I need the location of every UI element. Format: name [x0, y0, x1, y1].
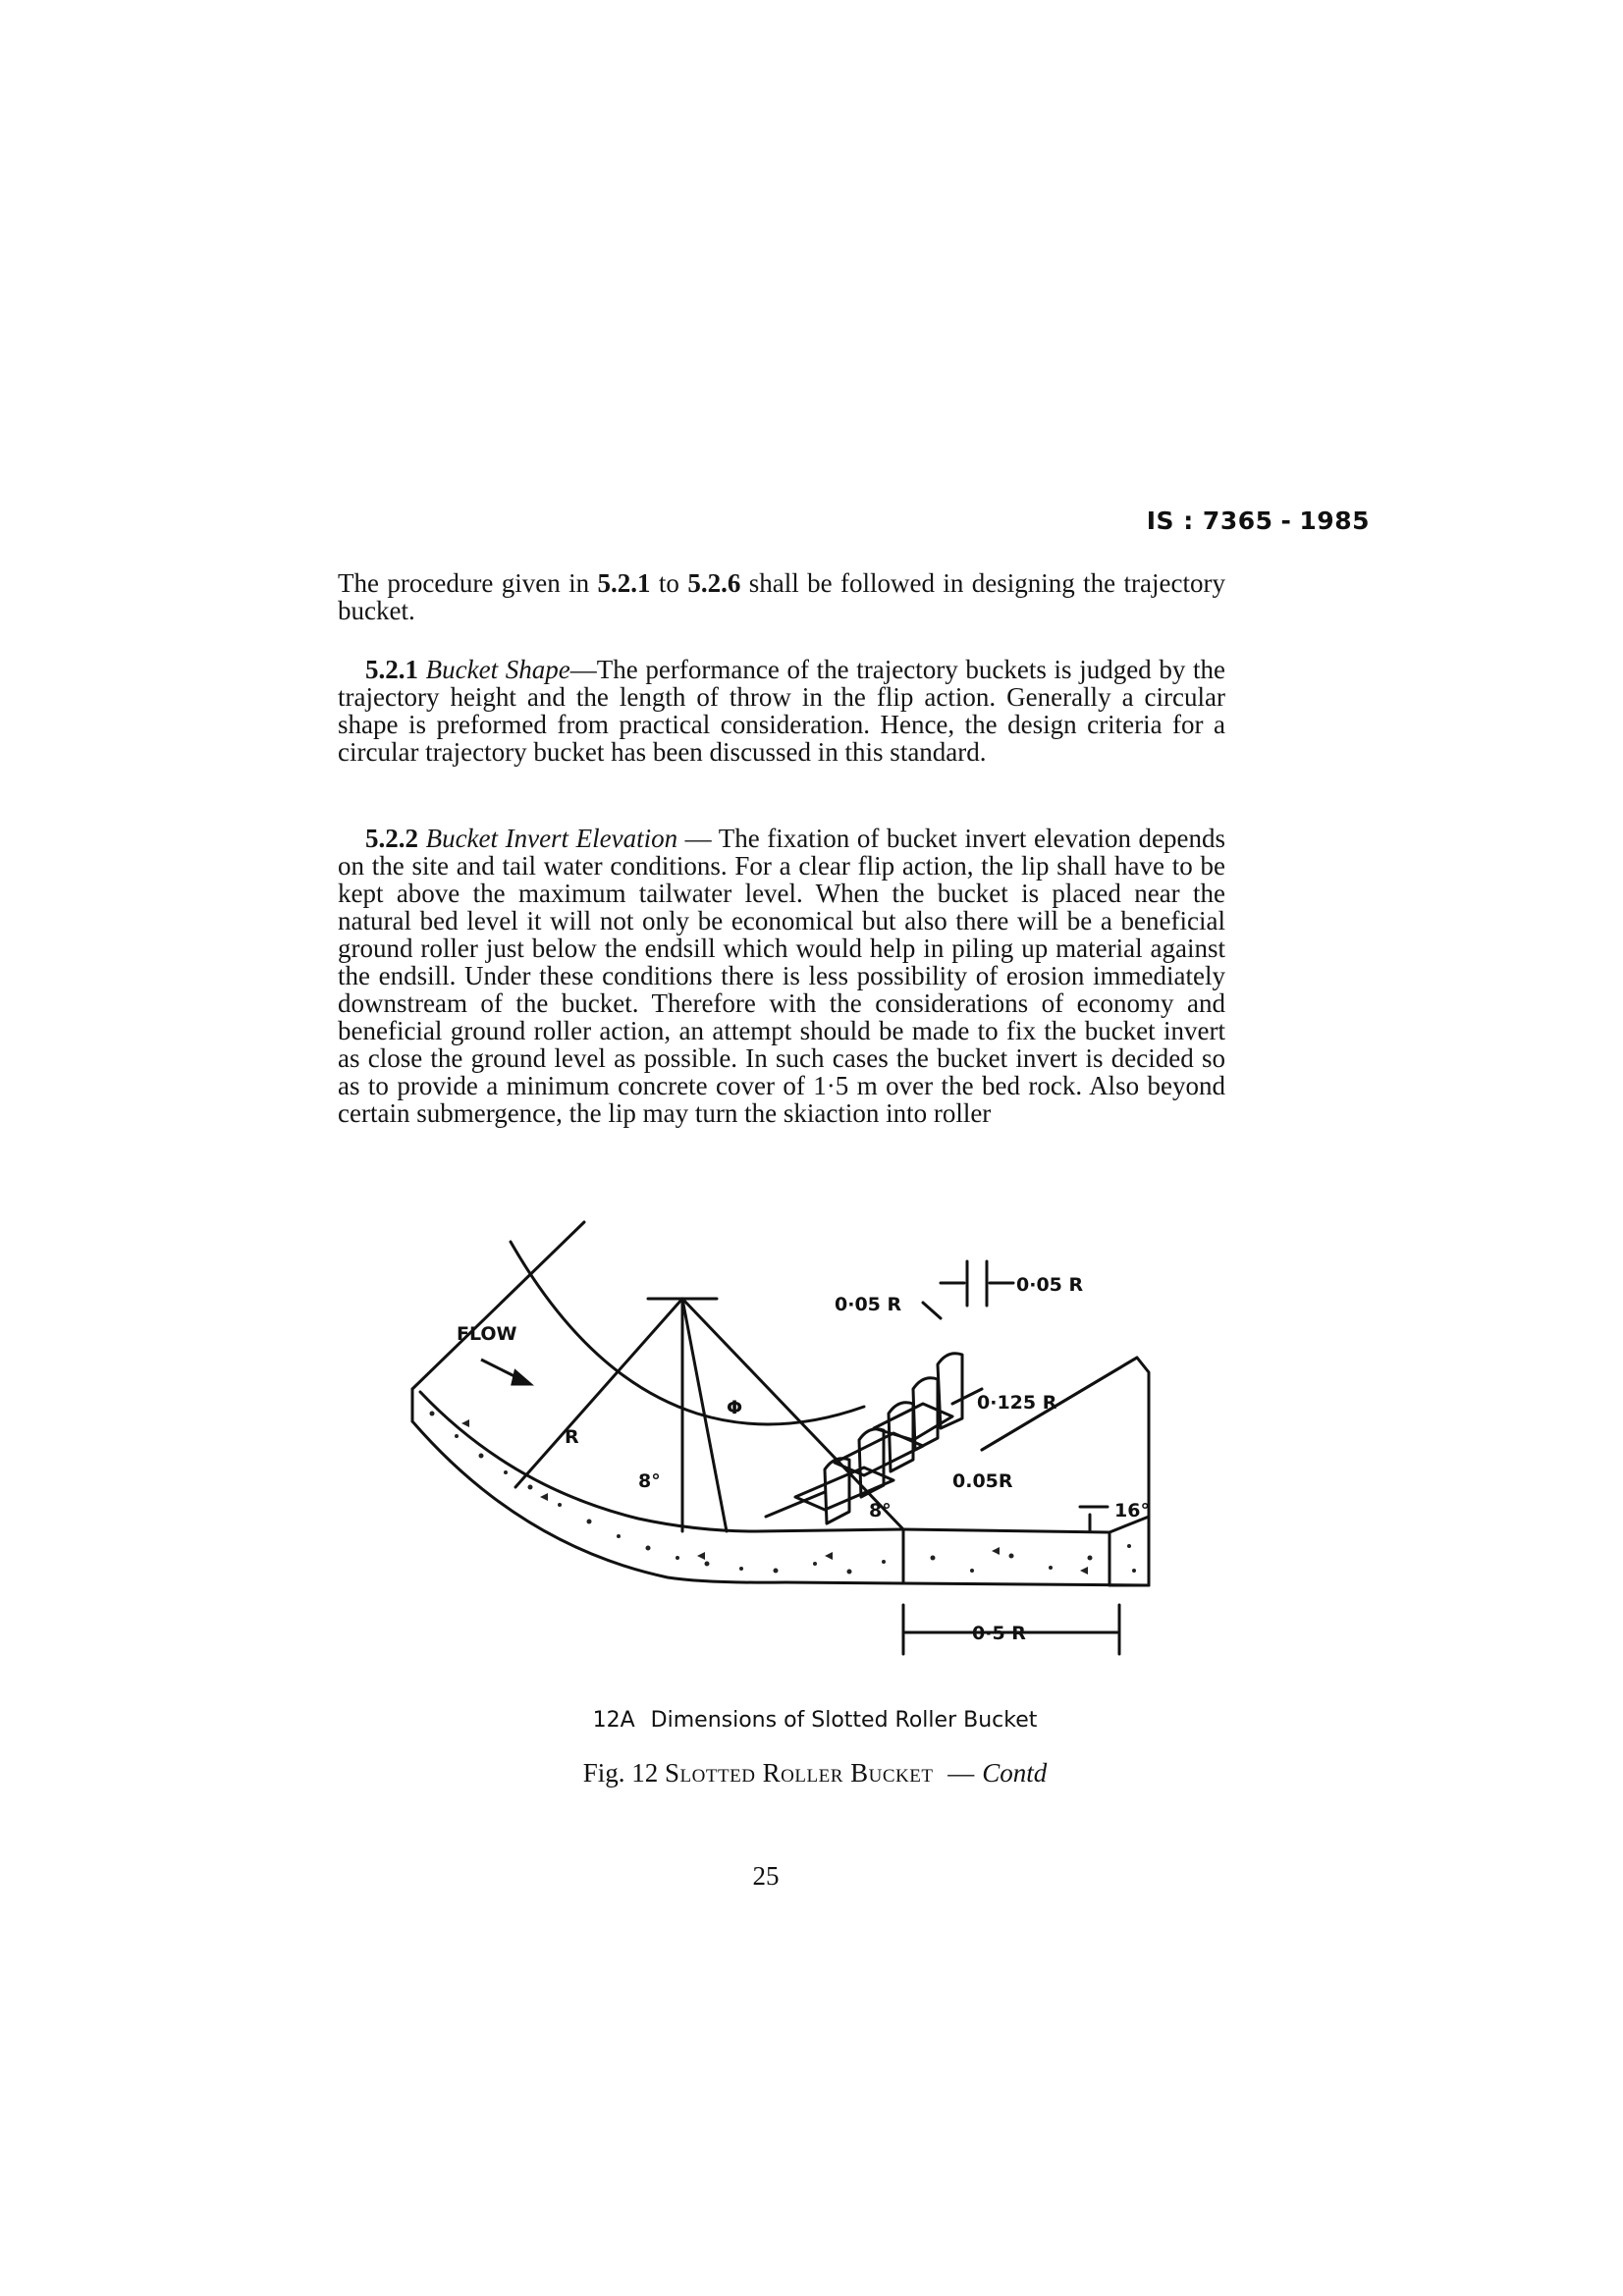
intro-ref-start: 5.2.1: [597, 568, 651, 598]
tooth-width-label: 0·05 R: [835, 1294, 902, 1315]
angle-8-left-label: 8°: [638, 1470, 661, 1492]
intro-text-2: to: [650, 568, 688, 598]
caption-continued: Contd: [982, 1758, 1048, 1788]
tooth-corner-label: 0.05R: [952, 1470, 1013, 1492]
caption-title: Slotted Roller Bucket: [665, 1758, 934, 1788]
running-head: [1075, 507, 1370, 535]
clause-title: Bucket Shape: [425, 655, 570, 684]
lip-length-label: 0·5 R: [972, 1623, 1026, 1644]
bucket-top-arc: [511, 1242, 864, 1424]
clause-number: 5.2.2: [365, 824, 418, 853]
phi-label: Φ: [727, 1397, 743, 1418]
intro-paragraph: [338, 569, 1225, 624]
page-number: 25: [752, 1861, 780, 1891]
clause-text: The performance of the trajectory buckets is judged by the trajectory height and the length of throw in the flip action. Generally a circular shape is preformed from practical consideration. Hence, the design criteria for a circular trajectory bucket has been discussed in this standard.: [338, 655, 1225, 767]
clause-text: The fixation of bucket invert elevation depends on the site and tail water conditions. For a clear flip action, the lip shall have to be kept above the maximum tailwater level. When the bucket is placed near the natural bed level it will not only be economical but also there will be a beneficial ground roller just below the endsill which would help in piling up material against the endsill. Under these conditions there is less possibility of erosion immediately downstream of the bucket. Therefore with the considerations of economy and beneficial ground roller action, an attempt should be made to fix the bucket invert as close the ground level as possible. In such cases the bucket invert is decided so as to provide a minimum concrete cover of 1·5 m over the bed rock. Also beyond certain submergence, the lip may turn the skiaction into roller: [338, 824, 1226, 1128]
intro-text-3: shall be followed in designing the trajectory bucket.: [338, 568, 1225, 625]
angle-16-label: 16°: [1114, 1500, 1150, 1522]
block-bottom-curve: [412, 1421, 1149, 1585]
flow-label: FLOW: [457, 1323, 517, 1345]
left-edge: [412, 1222, 584, 1389]
figure-subcaption: [520, 1708, 1109, 1733]
flow-arrow: [481, 1360, 530, 1384]
angle-8-right-label: 8°: [869, 1500, 892, 1522]
clause-dash: —: [569, 655, 597, 684]
standard-year: 1985: [1299, 507, 1370, 535]
subcaption-text: Dimensions of Slotted Roller Bucket: [650, 1708, 1038, 1733]
header-separator: -: [1280, 507, 1292, 535]
tooth-radius-label: 0·125 R: [977, 1392, 1057, 1414]
lip-top-front: [903, 1529, 1109, 1532]
bucket-invert-paragraph: [338, 825, 1225, 1127]
slotted-roller-bucket-figure: [403, 1193, 1208, 1703]
radius-line-R: [515, 1299, 682, 1487]
clause-number: 5.2.1: [365, 655, 418, 684]
apron-top-plane: [982, 1358, 1149, 1517]
intro-ref-end: 5.2.6: [687, 568, 741, 598]
caption-dash: —: [947, 1758, 975, 1788]
tooth-gap-label: 0·05 R: [1016, 1274, 1084, 1296]
clause-title: Bucket Invert Elevation: [425, 824, 678, 853]
figure-caption: [471, 1758, 1159, 1789]
clause-dash: —: [677, 824, 719, 853]
bucket-shape-paragraph: [338, 656, 1225, 766]
subcaption-number: 12A: [592, 1708, 635, 1733]
intro-text-1: The procedure given in: [338, 568, 598, 598]
standard-code: IS : 7365: [1146, 507, 1273, 535]
caption-fig-number: Fig. 12: [582, 1758, 659, 1788]
radius-label: R: [565, 1426, 579, 1448]
dentates: [766, 1354, 962, 1523]
concrete-stipple: [430, 1412, 1137, 1575]
